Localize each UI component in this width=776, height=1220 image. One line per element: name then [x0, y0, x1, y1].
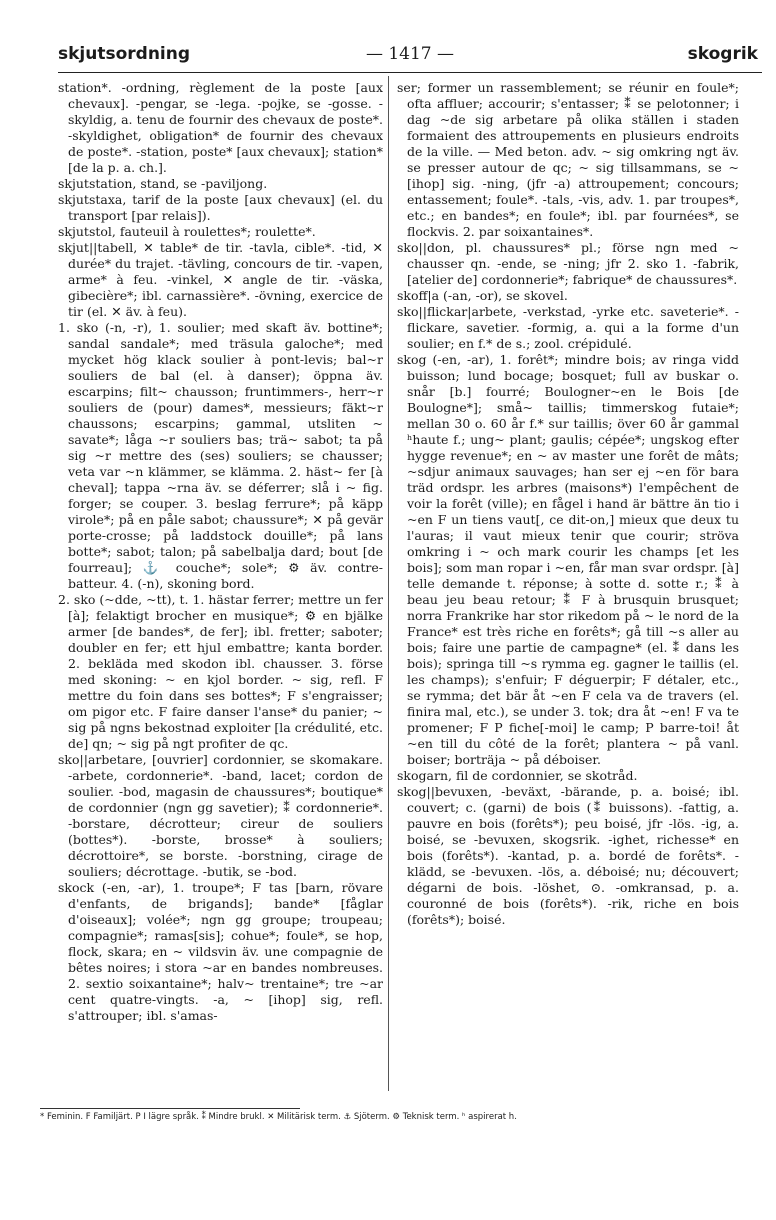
page-number: — 1417 — [365, 44, 455, 64]
right-guide-word: skogrik [687, 44, 758, 64]
dictionary-entry: 1. sko (-n, -r), 1. soulier; med skaft äv. bottine*; sandal sandale*; med träsula galoche*; med mycket hög klack soulier à pont-levis; bal~r souliers de bal (el. à danser); öppna äv. escarpins; filt~ chausson; fruntimmers-, herr~r souliers de (pour) dames*, messieurs; fäkt~r chaussons; escarpins; gammal, utsliten ~ savate*; låga ~r souliers bas; trä~ sabot; ta på sig ~r mettre des (ses) souliers; se chausser; veta var ~n klämmer, se klämma. 2. häst~ fer [à cheval]; tappa ~rna äv. se déferrer; slå i ~ fig. forger; se couper. 3. beslag ferrure*; på käpp virole*; på en påle sabot; chaussure*; ✕ på gevär porte-crosse; på laddstock douille*; på lans botte*; sabot; talon; på sabelbalja dard; bout [de fourreau]; ⚓ couche*; sole*; ⚙ äv. contre-batteur. 4. (-n), skoning bord. [58, 320, 383, 591]
dictionary-entry: skoff|a (-an, -or), se skovel. [397, 288, 568, 303]
dictionary-entry: ser; former un rassemblement; se réunir en foule*; ofta affluer; accourir; s'entasser; ⁑ se pelotonner; i dag ~de sig arbetare på olika ställen i staden formaient des attroupements en plusieurs endroits de la ville. — Med beton. adv. ~ sig omkring ngt äv. se presser autour de qc; ~ sig tillsammans, se ~ [ihop] sig. -ning, (jfr -a) attroupement; concours; entassement; foule*. -tals, -vis, adv. 1. par troupes*, etc.; en bandes*; en foule*; ibl. par fournées*, se flockvis. 2. par soixantaines*. [397, 80, 739, 239]
dictionary-entry: skogarn, fil de cordonnier, se skotråd. [397, 768, 638, 783]
left-column [58, 80, 383, 1024]
dictionary-entry: sko||arbetare, [ouvrier] cordonnier, se skomakare. -arbete, cordonnerie*. -band, lacet; cordon de soulier. -bod, magasin de chaussures*; boutique* de cordonnier (ngn gg savetier); ⁑ cordonnerie*. -borstare, décrotteur; cireur de souliers (bottes*). -borste, brosse* à souliers; décrottoire*, se borste. -borstning, cirage de souliers; décrottage. -butik, se -bod. [58, 752, 383, 879]
page-header [58, 40, 758, 70]
abbreviation-legend: * Feminin. F Familjärt. P I lägre språk. ⁑ Mindre brukl. ✕ Militärisk term. ⚓ Sjöterm. ⚙ Teknisk term. ʰ aspirerat h. [40, 1112, 517, 1122]
dictionary-entry: skjutstol, fauteuil à roulettes*; roulette*. [58, 224, 316, 239]
dictionary-entry: sko||flickar|arbete, -verkstad, -yrke etc. saveterie*. -flickare, savetier. -formig, a. qui a la forme d'un soulier; en f.* de s.; zool. crépidulé. [397, 304, 739, 351]
dictionary-entry: skog||bevuxen, -beväxt, -bärande, p. a. boisé; ibl. couvert; c. (garni) de bois (⁑ buissons). -fattig, a. pauvre en bois (forêts*); peu boisé, jfr -lös. -ig, a. boisé, se -bevuxen, skogsrik. -ighet, richesse* en bois (forêts*). -kantad, p. a. bordé de forêts*. -klädd, se -bevuxen. -lös, a. déboisé; nu; découvert; dégarni de bois. -löshet, ⊙. -omkransad, p. a. couronné de bois (forêts*). -rik, riche en bois (forêts*); boisé. [397, 784, 739, 927]
header-rule [58, 72, 762, 73]
dictionary-entry: skog (-en, -ar), 1. forêt*; mindre bois; av ringa vidd buisson; lund bocage; bosquet; full av buskar o. snår [b.] fourré; Boulogner~en le Bois [de Boulogne*]; små~ taillis; timmerskog futaie*; mellan 30 o. 60 år f.* sur taillis; över 60 år gammal ʰhaute f.; ung~ plant; gaulis; cépée*; ungskog efter hygge revenue*; en ~ av master une forêt de mâts; ~sdjur animaux sauvages; han ser ej ~en för bara träd ordspr. les arbres (maisons*) l'empêchent de voir la forêt (ville); en fågel i hand är bättre än tio i ~en F un tiens vaut[, ce dit-on,] mieux que deux tu l'auras; il vaut mieux tenir que courir; ströva omkring i ~ och mark courir les champs [et les bois]; som man ropar i ~en, får man svar ordspr. [à] telle demande t. réponse; à sotte d. sotte r.; ⁑ à beau jeu beau retour; ⁑ F à brusquin brusquet; norra Frankrike har stor rikedom på ~ le nord de la France* est très riche en forêts*; gå till ~s aller au bois; faire une partie de campagne* (el. ⁑ dans les bois); springa till ~s rymma eg. gagner le taillis (el. les champs); s'enfuir; F déguerpir; F détaler, etc., se rymma; det bär åt ~en F cela va de travers (el. finira mal, etc.), se under 3. tok; dra åt ~en! F va te promener; F P fiche[-moi] le camp; P barre-toi! åt ~en till du côté de la forêt; plantera ~ på vanl. boiser; borträja ~ på déboiser. [397, 352, 739, 767]
dictionary-entry: 2. sko (~dde, ~tt), t. 1. hästar ferrer; mettre un fer [à]; felaktigt brocher en musique*; ⚙ en bjälke armer [de bandes*, de fer]; ibl. fretter; saboter; doubler en fer; ett hjul embattre; kanta border. 2. bekläda med skodon ibl. chausser. 3. förse med skoning: ~ en kjol border. ~ sig, refl. F mettre du foin dans ses bottes*; F s'engraisser; om pigor etc. F faire danser l'anse* du panier; ~ sig på ngns bekostnad exploiter [la crédulité, etc. de] qn; ~ sig på ngt profiter de qc. [58, 592, 383, 751]
dictionary-entry: skjut||tabell, ✕ table* de tir. -tavla, cible*. -tid, ✕ durée* du trajet. -tävling, concours de tir. -vapen, arme* à feu. -vinkel, ✕ angle de tir. -väska, gibecière*; ibl. carnassière*. -övning, exercice de tir (el. ✕ äv. à feu). [58, 240, 383, 319]
dictionary-entry: skjutstation, stand, se -paviljong. [58, 176, 268, 191]
left-guide-word: skjutsordning [58, 44, 191, 64]
dictionary-entry: skjutstaxa, tarif de la poste [aux chevaux] (el. du transport [par relais]). [58, 192, 383, 223]
dictionary-entry: skock (-en, -ar), 1. troupe*; F tas [barn, rövare d'enfants, de brigands]; bande* [fåglar d'oiseaux]; volée*; ngn gg groupe; troupeau; compagnie*; ramas[sis]; cohue*; foule*, se hop, flock, skara; en ~ vildsvin äv. une compagnie de bêtes noires; i stora ~ar en bandes nombreuses. 2. sextio soixantaine*; halv~ trentaine*; tre ~ar cent quatre-vingts. -a, ~ [ihop] sig, refl. s'attrouper; ibl. s'amas- [58, 880, 383, 1023]
dictionary-entry: station*. -ordning, règlement de la poste [aux chevaux]. -pengar, se -lega. -pojke, se -gosse. -skyldig, a. tenu de fournir des chevaux de poste*. -skyldighet, obligation* de fournir des chevaux de poste*. -station, poste* [aux chevaux]; station* [de la p. a. ch.]. [58, 80, 383, 175]
right-column [397, 80, 739, 928]
dictionary-entry: sko||don, pl. chaussures* pl.; förse ngn med ~ chausser qn. -ende, se -ning; jfr 2. sko 1. -fabrik, [atelier de] cordonnerie*; fabrique* de chaussures*. [397, 240, 739, 287]
footer-rule [40, 1108, 300, 1109]
column-divider [388, 76, 389, 1091]
